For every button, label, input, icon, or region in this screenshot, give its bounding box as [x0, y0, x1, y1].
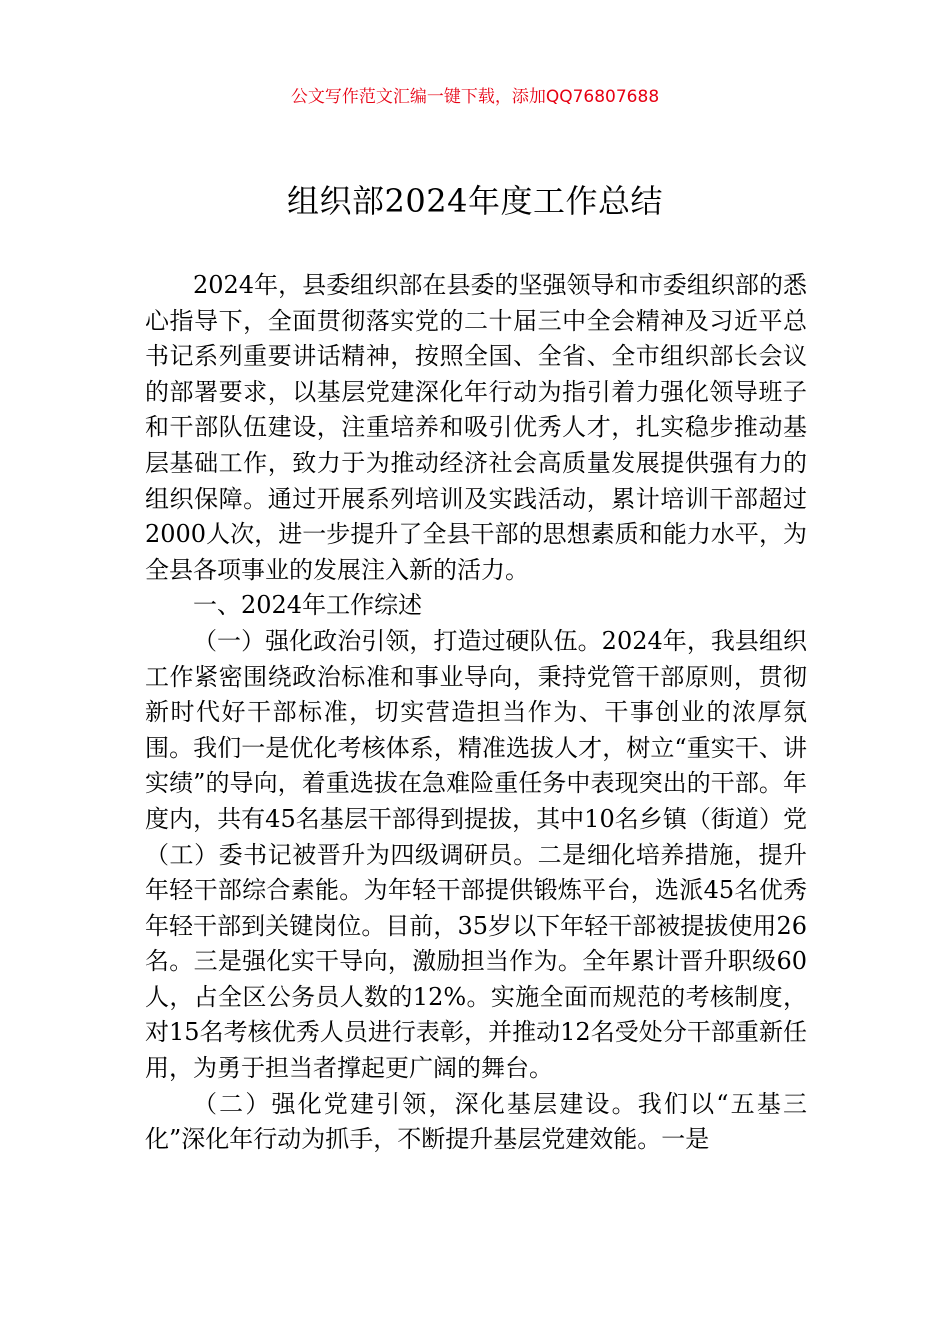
document-body [145, 268, 807, 1158]
body-paragraph: （二）强化党建引领，深化基层建设。我们以“五基三化”深化年行动为抓手，不断提升基层党建效能。一是 [145, 1089, 807, 1154]
document-title: 组织部2024年度工作总结 [287, 182, 663, 220]
section-heading: 一、2024年工作综述 [193, 591, 423, 620]
intro-paragraph: 2024年，县委组织部在县委的坚强领导和市委组织部的悉心指导下，全面贯彻落实党的二十届三中全会精神及习近平总书记系列重要讲话精神，按照全国、全省、全市组织部长会议的部署要求，以基层党建深化年行动为指引着力强化领导班子和干部队伍建设，注重培养和吸引优秀人才，扎实稳步推动基层基础工作，致力于为推动经济社会高质量发展提供强有力的组织保障。通过开展系列培训及实践活动，累计培训干部超过2000人次，进一步提升了全县干部的思想素质和能力水平，为全县各项事业的发展注入新的活力。 [145, 271, 807, 584]
watermark-text: 公文写作范文汇编一键下载，添加QQ76807688 [290, 87, 660, 107]
body-paragraph: （一）强化政治引领，打造过硬队伍。2024年，我县组织工作紧密围绕政治标准和事业导向，秉持党管干部原则，贯彻新时代好干部标准，切实营造担当作为、干事创业的浓厚氛围。我们一是优化考核体系，精准选拔人才，树立“重实干、讲实绩”的导向，着重选拔在急难险重任务中表现突出的干部。年度内，共有45名基层干部得到提拔，其中10名乡镇（街道）党（工）委书记被晋升为四级调研员。二是细化培养措施，提升年轻干部综合素能。为年轻干部提供锻炼平台，选派45名优秀年轻干部到关键岗位。目前，35岁以下年轻干部被提拔使用26名。三是强化实干导向，激励担当作为。全年累计晋升职级60人，占全区公务员人数的12%。实施全面而规范的考核制度，对15名考核优秀人员进行表彰，并推动12名受处分干部重新任用，为勇于担当者撑起更广阔的舞台。 [145, 626, 807, 1083]
